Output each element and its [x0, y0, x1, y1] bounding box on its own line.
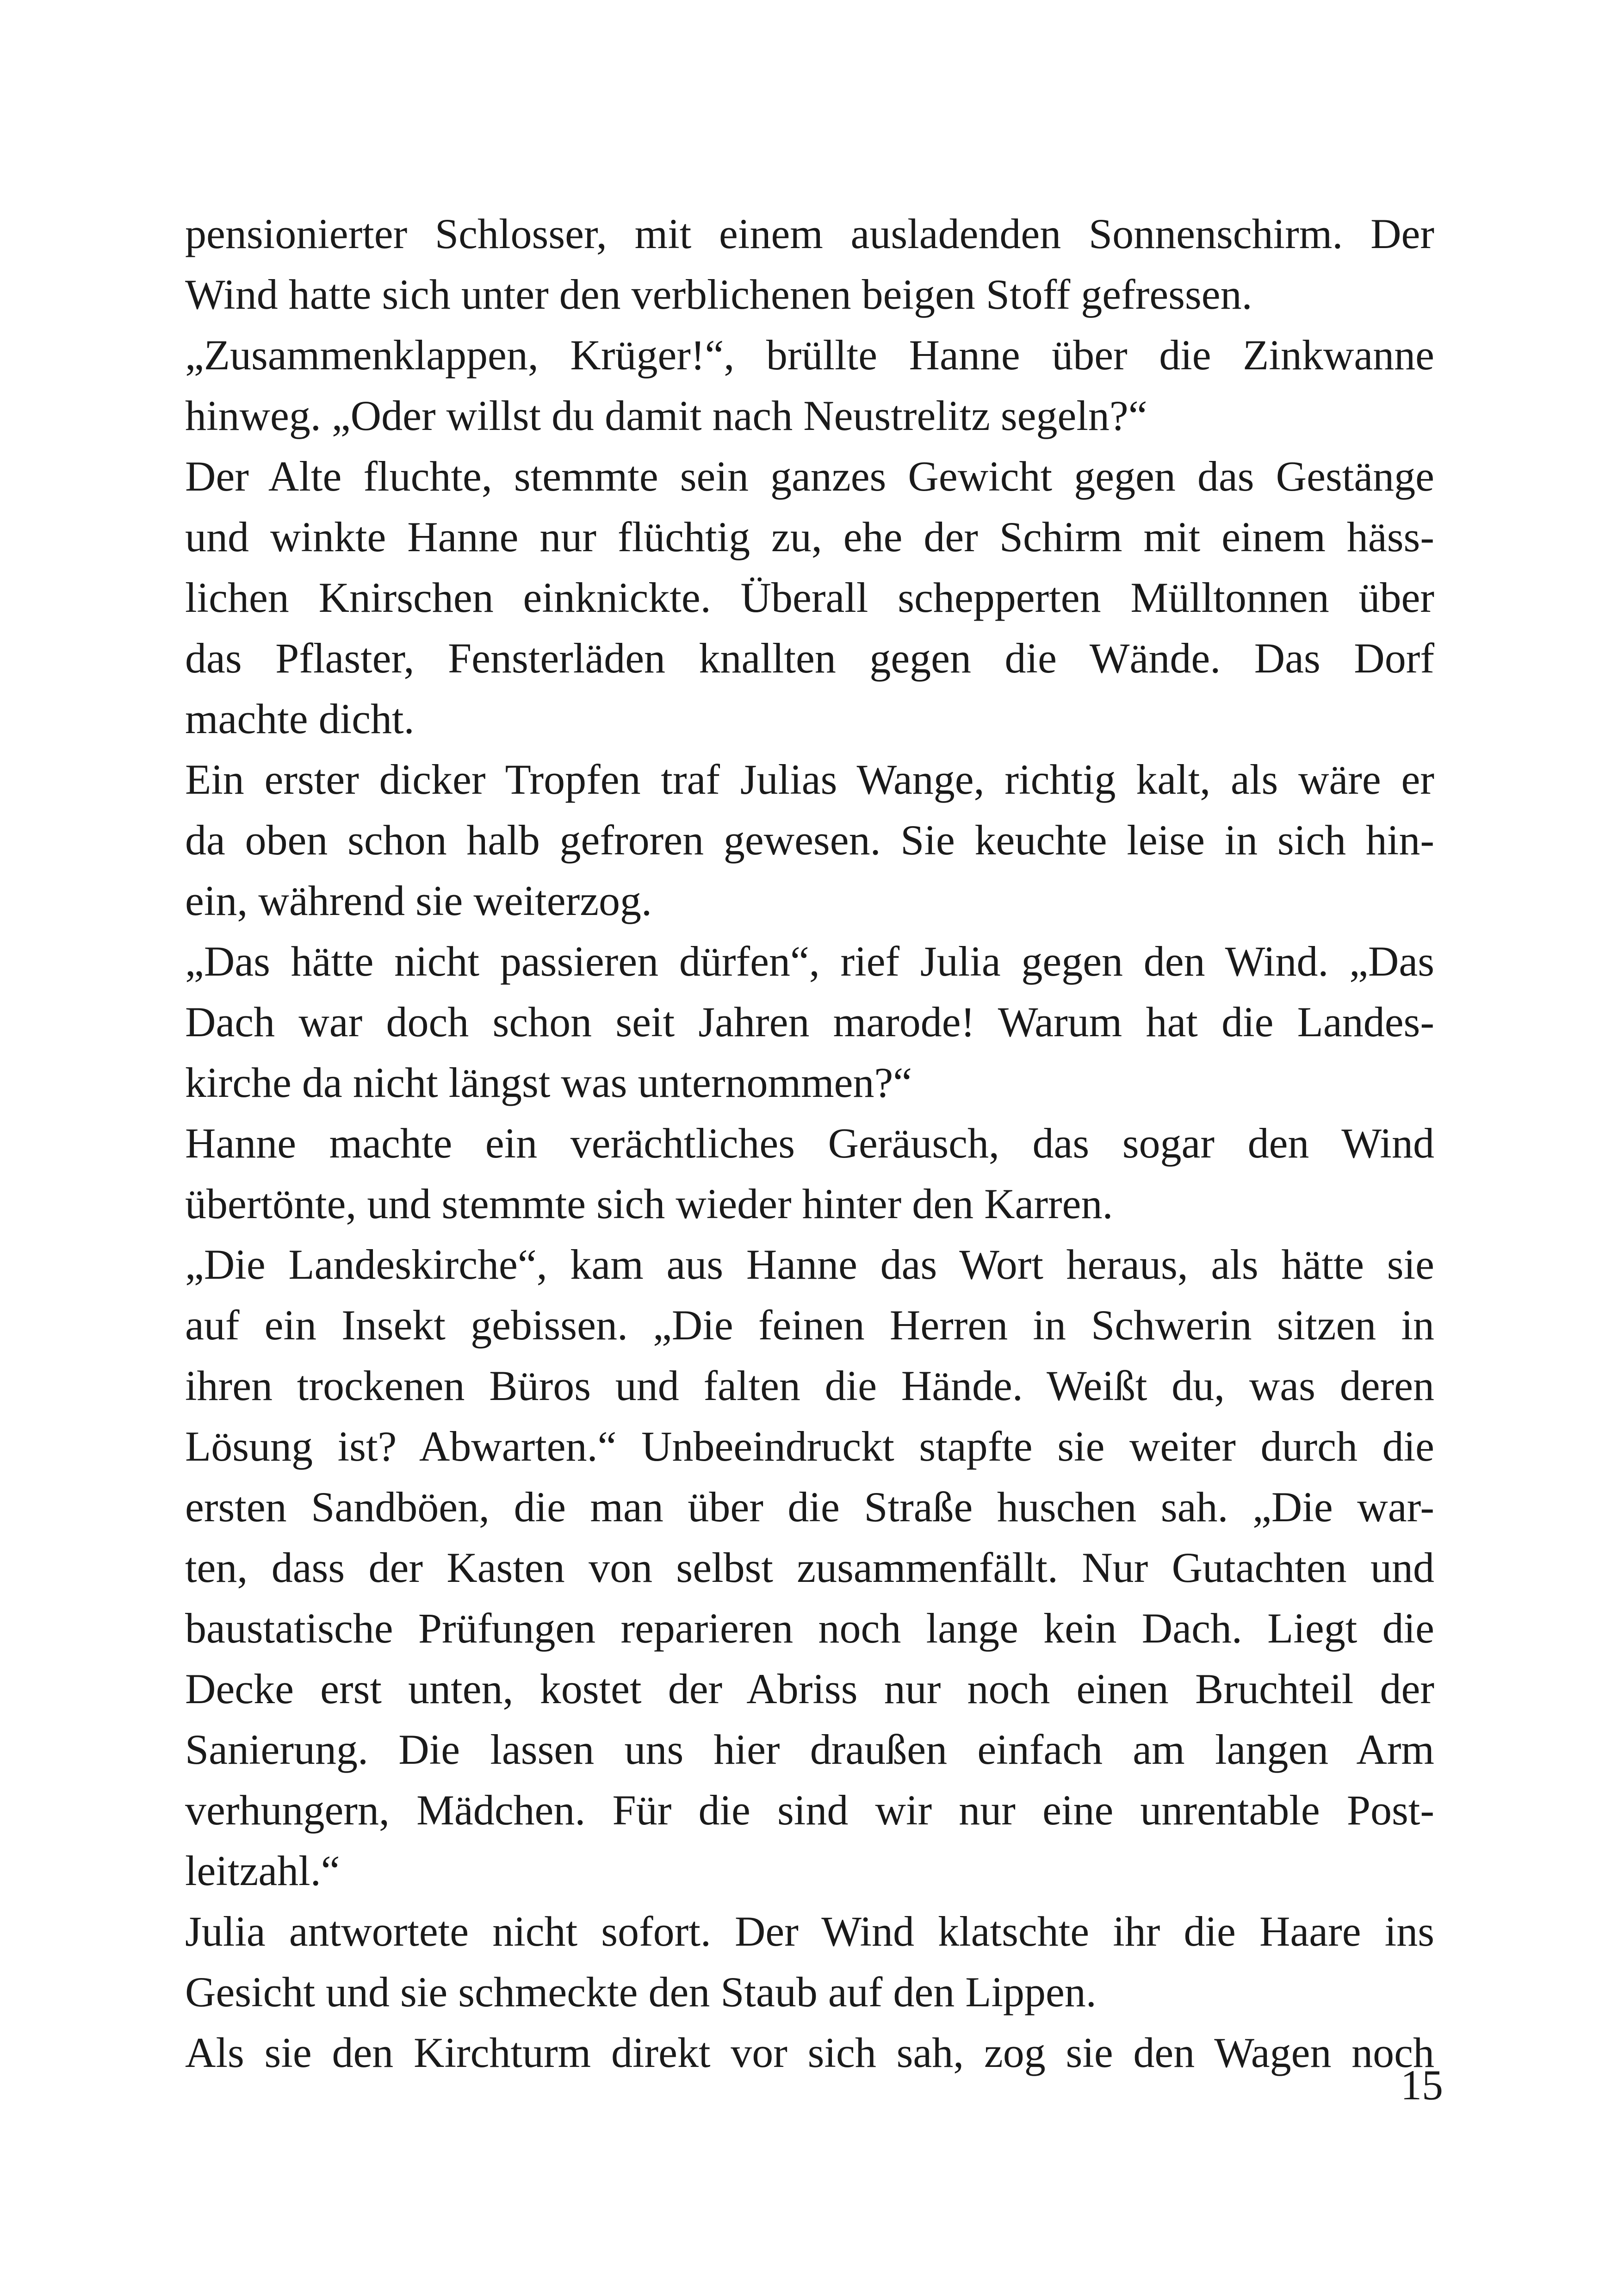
text-line: Lösung ist? Abwarten.“ Unbeeindruckt stapfte sie weiter durch die: [185, 1423, 1434, 1470]
text-line: Hanne machte ein verächtliches Geräusch, das sogar den Wind: [185, 1120, 1434, 1167]
text-line: das Pflaster, Fensterläden knallten gegen die Wände. Das Dorf: [185, 635, 1434, 682]
text-line: hinweg. „Oder willst du damit nach Neustrelitz segeln?“: [185, 392, 1147, 439]
text-line: leitzahl.“: [185, 1847, 340, 1894]
text-line: ihren trockenen Büros und falten die Hände. Weißt du, was deren: [185, 1362, 1434, 1409]
text-line: verhungern, Mädchen. Für die sind wir nur eine unrentable Post-: [185, 1786, 1434, 1834]
text-line: und winkte Hanne nur flüchtig zu, ehe der Schirm mit einem häss-: [185, 513, 1434, 560]
text-line: Decke erst unten, kostet der Abriss nur noch einen Bruchteil der: [185, 1665, 1434, 1712]
text-line: Sanierung. Die lassen uns hier draußen einfach am langen Arm: [185, 1726, 1434, 1773]
text-line: Der Alte fluchte, stemmte sein ganzes Gewicht gegen das Gestänge: [185, 453, 1434, 500]
text-line: Dach war doch schon seit Jahren marode! Warum hat die Landes-: [185, 998, 1434, 1045]
text-line: ein, während sie weiterzog.: [185, 877, 652, 924]
text-line: Julia antwortete nicht sofort. Der Wind klatschte ihr die Haare ins: [185, 1908, 1434, 1955]
text-line: baustatische Prüfungen reparieren noch lange kein Dach. Liegt die: [185, 1605, 1434, 1652]
text-line: machte dicht.: [185, 695, 415, 742]
text-line: „Zusammenklappen, Krüger!“, brüllte Hanne über die Zinkwanne: [185, 331, 1434, 379]
text-line: pensionierter Schlosser, mit einem ausladenden Sonnenschirm. Der: [185, 210, 1434, 257]
text-line: ten, dass der Kasten von selbst zusammenfällt. Nur Gutachten und: [185, 1544, 1434, 1591]
text-line: Als sie den Kirchturm direkt vor sich sah, zog sie den Wagen noch: [185, 2029, 1434, 2076]
text-line: Wind hatte sich unter den verblichenen beigen Stoff gefressen.: [185, 271, 1252, 318]
text-line: übertönte, und stemmte sich wieder hinter den Karren.: [185, 1180, 1113, 1227]
text-line: kirche da nicht längst was unternommen?“: [185, 1059, 912, 1106]
text-line: da oben schon halb gefroren gewesen. Sie keuchte leise in sich hin-: [185, 816, 1434, 864]
text-line: lichen Knirschen einknickte. Überall schepperten Mülltonnen über: [185, 574, 1434, 621]
text-line: Gesicht und sie schmeckte den Staub auf den Lippen.: [185, 1968, 1097, 2016]
text-line: auf ein Insekt gebissen. „Die feinen Herren in Schwerin sitzen in: [185, 1301, 1434, 1349]
text-line: ersten Sandböen, die man über die Straße huschen sah. „Die war-: [185, 1483, 1434, 1531]
text-line: „Das hätte nicht passieren dürfen“, rief Julia gegen den Wind. „Das: [185, 938, 1434, 985]
body-text: [185, 204, 1434, 2083]
text-line: Ein erster dicker Tropfen traf Julias Wange, richtig kalt, als wäre er: [185, 756, 1434, 803]
text-line: „Die Landeskirche“, kam aus Hanne das Wort heraus, als hätte sie: [185, 1241, 1434, 1288]
page-number: 15: [1401, 2061, 1443, 2109]
